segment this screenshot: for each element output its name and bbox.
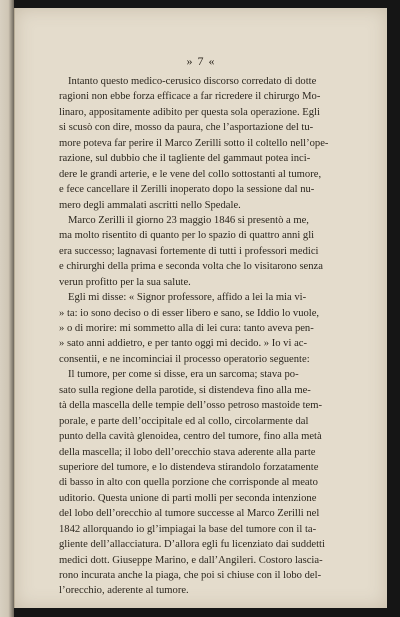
text-line: » sato anni addietro, e per tanto oggi mi decido. » Io vi ac- [59,338,307,350]
book-page [14,8,387,608]
body-text [59,74,377,599]
text-line: consentii, e ne incominciai il processo operatorio seguente: [59,353,310,365]
text-line: della mascella; il lobo dell’orecchio stava aderente alla parte [59,446,316,458]
text-line: l’orecchio, aderente al tumore. [59,585,189,597]
text-line: uditorio. Questa unione di parti molli per seconda intenzione [59,492,317,504]
text-line: dere le grandi arterie, e le vene del collo sottostanti al tumore, [59,168,322,180]
text-line: di basso in alto con quella porzione che corrisponde al meato [59,477,318,489]
text-line: medici dott. Giuseppe Marino, e dall’Angileri. Costoro lascia- [59,554,323,566]
text-line: verun profitto per la sua salute. [59,276,191,288]
text-line: mero degli ammalati ascritti nello Spedale. [59,199,241,211]
text-line: ma molto risentito di quanto per lo spazio di quattro anni gli [59,230,315,242]
text-line: superiore del tumore, e lo distendeva stirandolo forzatamente [59,461,319,473]
text-line: Egli mi disse: « Signor professore, affido a lei la mia vi- [68,292,307,304]
text-line: era successo; lagnavasi fortemente di tutti i professori medici [59,245,319,257]
text-line: more poteva far perire il Marco Zerilli sotto il coltello nell’ope- [59,137,329,149]
text-line: Marco Zerilli il giorno 23 maggio 1846 si presentò a me, [68,214,309,226]
text-line: gliente dell’allacciatura. D’allora egli fu licenziato dai suddetti [59,539,325,551]
text-line: linaro, appositamente adibito per questa sola operazione. Egli [59,106,320,118]
text-line: sato sulla regione della parotide, si distendeva fino alla me- [59,384,311,396]
text-line: del lobo dell’orecchio al tumore successe al Marco Zerilli nel [59,508,320,520]
text-line: razione, sul dubbio che il tagliente del gammaut potea inci- [59,153,311,165]
text-line: 1842 allorquando io gl’impiagai la base del tumore con il ta- [59,523,317,535]
text-line: porale, e parte dell’occipitale ed al collo, circolarmente dal [59,415,309,427]
text-line: » ta: io sono deciso o di esser libero e sano, se Iddio lo vuole, [59,307,320,319]
text-line: punto della cavità glenoidea, centro del tumore, fino alla metà [59,431,322,443]
text-line: e fece cancellare il Zerilli inoperato dopo la sessione dal nu- [59,184,315,196]
text-line: si scusò con dire, mosso da paura, che l’asportazione del tu- [59,122,314,134]
adjacent-page-edge [0,0,14,617]
text-line: ragioni non ebbe forza efficace a far ricredere il chirurgo Mo- [59,91,321,103]
text-line: tà della mascella delle tempie dell’osso petroso mastoide tem- [59,400,322,412]
text-line: Il tumore, per come si disse, era un sarcoma; stava po- [68,369,299,381]
text-line: Intanto questo medico-cerusico discorso corredato di dotte [68,76,317,87]
page-number: » 7 « [186,54,216,68]
text-line: rono incurata anche la piaga, che poi si chiuse con il lobo del- [59,570,322,581]
text-line: e chirurghi della prima e seconda volta che lo visitarono senza [59,261,323,273]
text-line: » o di morire: mi sommetto alla di lei cura: tanto aveva pen- [59,323,314,334]
